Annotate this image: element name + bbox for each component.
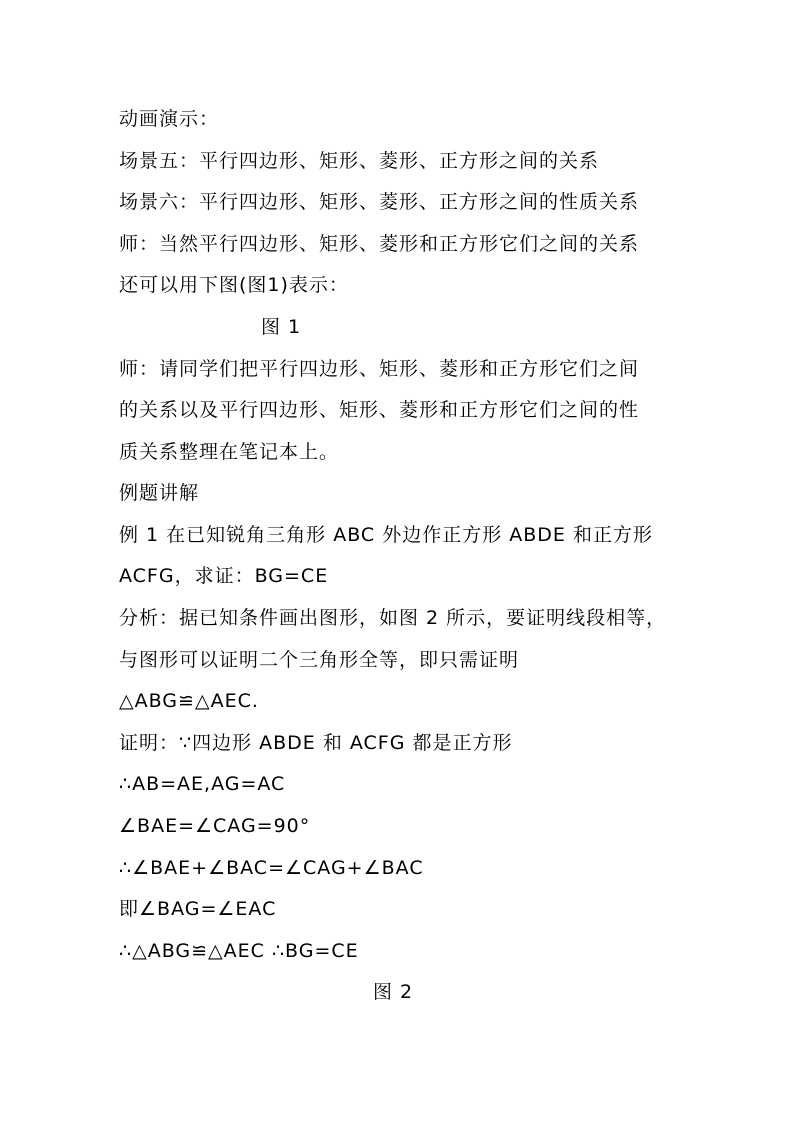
text-line-teacher-notes-3: 质关系整理在笔记本上。	[119, 441, 340, 463]
text-line-example-1-goal: ACFG，求证：BG=CE	[119, 565, 329, 587]
text-line-proof-2: ∴AB=AE,AG=AC	[119, 773, 286, 795]
figure-1-caption: 图 1	[261, 316, 302, 338]
text-line-analysis-1: 分析：据已知条件画出图形，如图 2 所示，要证明线段相等，	[119, 607, 667, 629]
text-line-proof-conclusion: ∴△ABG≌△AEC ∴BG=CE	[119, 940, 359, 962]
text-line-proof-1: 证明：∵四边形 ABDE 和 ACFG 都是正方形	[119, 732, 513, 754]
text-line-proof-5: 即∠BAG=∠EAC	[119, 898, 277, 920]
text-line-scene-six: 场景六：平行四边形、矩形、菱形、正方形之间的性质关系	[119, 191, 640, 213]
section-heading-examples: 例题讲解	[119, 482, 200, 504]
text-line-teacher-notes-2: 的关系以及平行四边形、矩形、菱形和正方形它们之间的性	[119, 399, 640, 421]
text-line-scene-five: 场景五：平行四边形、矩形、菱形、正方形之间的关系	[119, 150, 600, 172]
text-line-teacher-notes-1: 师：请同学们把平行四边形、矩形、菱形和正方形它们之间	[119, 358, 640, 380]
text-line-proof-4: ∴∠BAE+∠BAC=∠CAG+∠BAC	[119, 857, 424, 879]
text-line-example-1: 例 1 在已知锐角三角形 ABC 外边作正方形 ABDE 和正方形	[119, 524, 653, 546]
text-line-congruence: △ABG≌△AEC.	[119, 690, 259, 712]
text-line-figure-reference: 还可以用下图(图1)表示：	[119, 274, 349, 296]
text-line-animation-demo: 动画演示：	[119, 108, 220, 130]
text-line-proof-3: ∠BAE=∠CAG=90°	[119, 815, 311, 837]
text-line-analysis-2: 与图形可以证明二个三角形全等，即只需证明	[119, 649, 520, 671]
figure-2-caption: 图 2	[373, 981, 414, 1003]
text-line-teacher-relation: 师：当然平行四边形、矩形、菱形和正方形它们之间的关系	[119, 233, 640, 255]
